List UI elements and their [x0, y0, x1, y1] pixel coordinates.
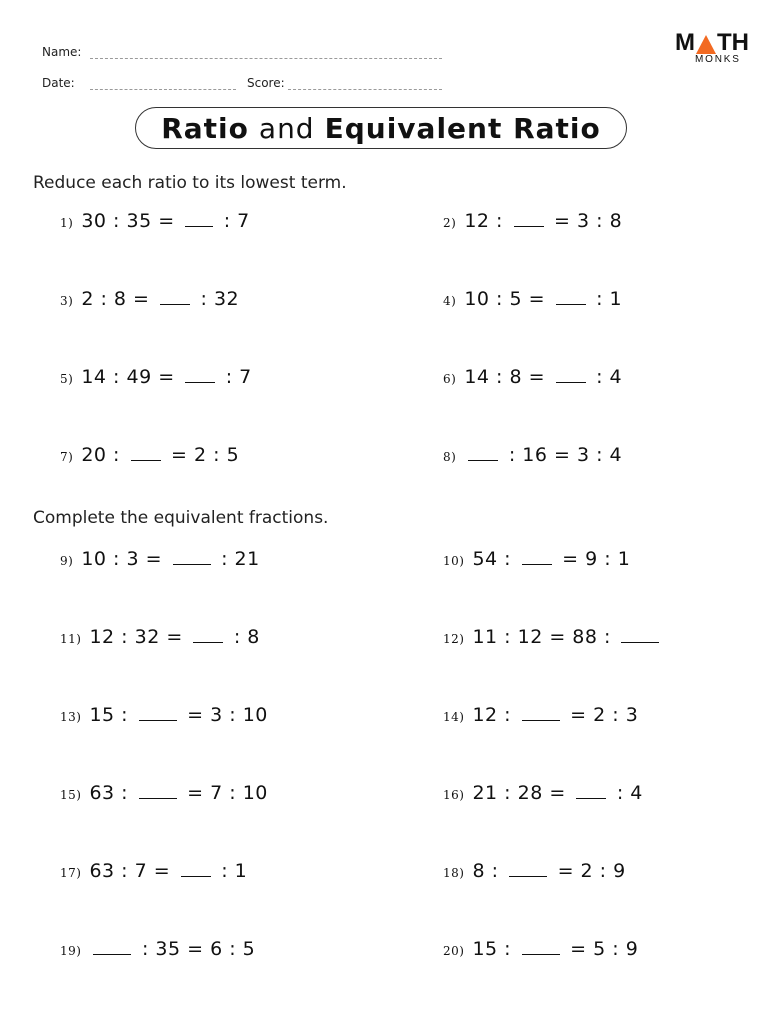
problem-number: 10): [443, 554, 465, 568]
score-field[interactable]: [288, 89, 442, 90]
problem-text-before: 20 :: [81, 444, 127, 466]
answer-blank[interactable]: [522, 563, 552, 565]
problem-2: [443, 210, 622, 232]
problem-text-before: 21 : 28 =: [472, 782, 573, 804]
problem-number: 3): [60, 294, 74, 308]
problem-12: [443, 626, 663, 648]
problem-text-after: = 9 : 1: [555, 548, 631, 570]
problem-text-after: : 32: [193, 288, 240, 310]
problem-text-before: 8 :: [472, 860, 506, 882]
problem-text-before: 14 : 49 =: [81, 366, 182, 388]
problem-15: [60, 782, 268, 804]
answer-blank[interactable]: [522, 719, 560, 721]
problem-number: 7): [60, 450, 74, 464]
problem-number: 17): [60, 866, 82, 880]
problem-text-after: : 7: [219, 366, 252, 388]
problem-text-before: 12 : 32 =: [89, 626, 190, 648]
answer-blank[interactable]: [139, 797, 177, 799]
problem-text-after: : 8: [227, 626, 260, 648]
problem-text-after: : 4: [589, 366, 623, 388]
problem-5: [60, 366, 252, 388]
problem-text-after: = 5 : 9: [563, 938, 639, 960]
answer-blank[interactable]: [185, 225, 213, 227]
answer-blank[interactable]: [514, 225, 544, 227]
answer-blank[interactable]: [131, 459, 161, 461]
triangle-a-icon: [696, 35, 716, 54]
problem-text-before: 63 :: [89, 782, 135, 804]
problem-text-after: : 1: [589, 288, 623, 310]
problem-number: 18): [443, 866, 465, 880]
answer-blank[interactable]: [556, 381, 586, 383]
problem-7: [60, 444, 239, 466]
problem-text-before: 10 : 3 =: [81, 548, 169, 570]
section-1-instruction: Reduce each ratio to its lowest term.: [33, 173, 347, 193]
answer-blank[interactable]: [139, 719, 177, 721]
problem-19: [60, 938, 255, 960]
problem-17: [60, 860, 247, 882]
problem-text-after: : 1: [214, 860, 248, 882]
worksheet-title: [135, 107, 627, 149]
problem-text-after: = 3 : 8: [547, 210, 623, 232]
problem-number: 6): [443, 372, 457, 386]
problem-number: 19): [60, 944, 82, 958]
answer-blank[interactable]: [468, 459, 498, 461]
problem-text-after: : 7: [217, 210, 250, 232]
answer-blank[interactable]: [181, 875, 211, 877]
problem-text-after: : 16 = 3 : 4: [502, 444, 623, 466]
problem-text-before: 12 :: [464, 210, 510, 232]
answer-blank[interactable]: [173, 563, 211, 565]
problem-text-before: 2 : 8 =: [81, 288, 156, 310]
problem-text-after: = 3 : 10: [180, 704, 268, 726]
problem-text-before: 63 : 7 =: [89, 860, 177, 882]
math-monks-logo: M TH MONKS: [675, 29, 749, 65]
problem-18: [443, 860, 626, 882]
answer-blank[interactable]: [522, 953, 560, 955]
problem-text-after: = 2 : 5: [164, 444, 240, 466]
problem-number: 11): [60, 632, 82, 646]
problem-number: 13): [60, 710, 82, 724]
answer-blank[interactable]: [193, 641, 223, 643]
problem-text-after: = 7 : 10: [180, 782, 268, 804]
problem-8: [443, 444, 622, 466]
problem-9: [60, 548, 260, 570]
problem-14: [443, 704, 638, 726]
title-equivalent-ratio: Equivalent Ratio: [324, 111, 601, 145]
problem-20: [443, 938, 638, 960]
problem-text-before: 15 :: [472, 938, 518, 960]
problem-11: [60, 626, 260, 648]
problem-16: [443, 782, 643, 804]
problem-number: 16): [443, 788, 465, 802]
problem-text-before: 15 :: [89, 704, 135, 726]
problem-text-after: : 21: [214, 548, 260, 570]
problem-number: 8): [443, 450, 457, 464]
name-field[interactable]: [90, 58, 442, 59]
problem-number: 5): [60, 372, 74, 386]
title-and: and: [258, 111, 315, 145]
score-label: Score:: [247, 76, 285, 90]
problem-text-after: : 4: [610, 782, 643, 804]
answer-blank[interactable]: [93, 953, 131, 955]
name-label: Name:: [42, 45, 82, 59]
date-field[interactable]: [90, 89, 236, 90]
problem-number: 12): [443, 632, 465, 646]
date-label: Date:: [42, 76, 75, 90]
answer-blank[interactable]: [185, 381, 215, 383]
problem-text-before: 10 : 5 =: [464, 288, 552, 310]
problem-number: 1): [60, 216, 74, 230]
answer-blank[interactable]: [160, 303, 190, 305]
title-ratio: Ratio: [161, 111, 249, 145]
problem-3: [60, 288, 239, 310]
problem-13: [60, 704, 268, 726]
problem-text-before: 11 : 12 = 88 :: [472, 626, 618, 648]
answer-blank[interactable]: [621, 641, 659, 643]
problem-number: 9): [60, 554, 74, 568]
problem-text-before: 14 : 8 =: [464, 366, 552, 388]
problem-text-after: = 2 : 9: [551, 860, 626, 882]
problem-text-after: : 35 = 6 : 5: [135, 938, 256, 960]
section-2-instruction: Complete the equivalent fractions.: [33, 508, 329, 528]
answer-blank[interactable]: [556, 303, 586, 305]
problem-number: 4): [443, 294, 457, 308]
problem-text-before: 12 :: [472, 704, 518, 726]
problem-6: [443, 366, 622, 388]
answer-blank[interactable]: [509, 875, 547, 877]
problem-number: 15): [60, 788, 82, 802]
problem-number: 14): [443, 710, 465, 724]
problem-number: 2): [443, 216, 457, 230]
problem-1: [60, 210, 250, 232]
problem-number: 20): [443, 944, 465, 958]
problem-text-before: 54 :: [472, 548, 518, 570]
problem-10: [443, 548, 630, 570]
problem-text-after: = 2 : 3: [563, 704, 639, 726]
answer-blank[interactable]: [576, 797, 606, 799]
problem-4: [443, 288, 622, 310]
problem-text-before: 30 : 35 =: [81, 210, 182, 232]
